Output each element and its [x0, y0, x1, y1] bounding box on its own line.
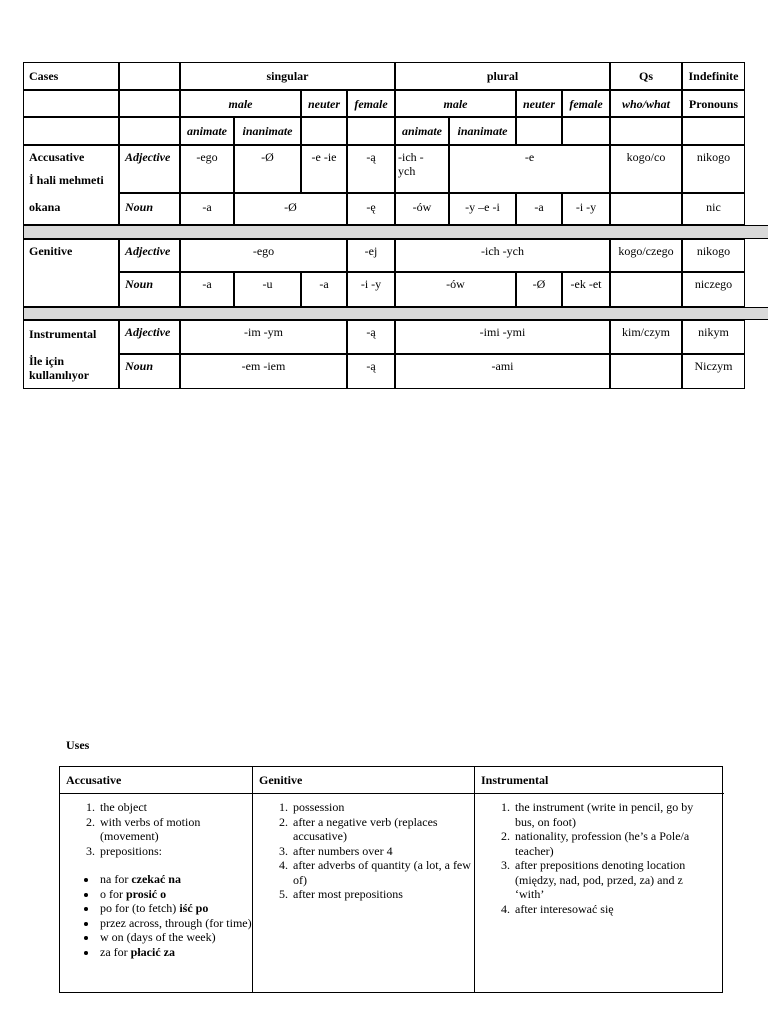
- list-item: [98, 945, 252, 960]
- uses-title-accusative: Accusative: [60, 767, 252, 794]
- ending: -ek -et: [562, 272, 610, 307]
- header-singular-neuter: neuter: [301, 90, 347, 117]
- header-empty: [301, 117, 347, 145]
- declension-table: [23, 62, 768, 389]
- ending: -e: [449, 145, 610, 193]
- bullet-text: po for (to fetch): [100, 901, 180, 915]
- header-who-what: who/what: [610, 90, 682, 117]
- ending: [395, 145, 449, 193]
- header-singular: singular: [180, 62, 395, 90]
- row-separator: [23, 307, 768, 320]
- ending-line: ych: [398, 164, 416, 178]
- header-empty: [516, 117, 562, 145]
- ending: -u: [234, 272, 301, 307]
- case-name: Accusative: [29, 150, 85, 164]
- uses-list-genitive: [253, 800, 474, 902]
- ending: -Ø: [234, 193, 347, 225]
- list-item: [98, 901, 252, 916]
- indefinite-pronoun: nikogo: [682, 145, 745, 193]
- header-singular-animate: animate: [180, 117, 234, 145]
- header-empty: [610, 117, 682, 145]
- question-word: kim/czym: [610, 320, 682, 354]
- header-empty: [682, 117, 745, 145]
- bullet-text: za for: [100, 944, 131, 959]
- ending: -ów: [395, 193, 449, 225]
- header-empty: [23, 90, 119, 117]
- case-name: Instrumental: [29, 327, 97, 341]
- list-item: 2. nationality, profession (he’s a Pole/a teacher): [513, 829, 710, 858]
- uses-heading: Uses: [66, 738, 90, 752]
- ending: -ej: [347, 239, 395, 272]
- list-item: 3. after numbers over 4: [291, 844, 474, 859]
- row-label-adjective: Adjective: [119, 239, 180, 272]
- ending: -Ø: [516, 272, 562, 307]
- indefinite-pronoun: nikym: [682, 320, 745, 354]
- question-word: [610, 354, 682, 389]
- list-item: [98, 916, 252, 931]
- row-label-adjective: Adjective: [119, 320, 180, 354]
- header-empty: [347, 117, 395, 145]
- uses-table: [59, 766, 723, 993]
- list-item: 4. after interesować się: [513, 902, 710, 917]
- header-plural-animate: animate: [395, 117, 449, 145]
- uses-title-instrumental: Instrumental: [475, 767, 724, 794]
- header-plural-inanimate: inanimate: [449, 117, 516, 145]
- question-word: [610, 193, 682, 225]
- ending: -ą: [347, 145, 395, 193]
- list-item: 3. prepositions:: [98, 844, 252, 859]
- uses-column-genitive: [252, 767, 474, 992]
- header-empty: [23, 117, 119, 145]
- header-singular-female: female: [347, 90, 395, 117]
- header-empty: [119, 117, 180, 145]
- ending: -i -y: [347, 272, 395, 307]
- header-singular-inanimate: inanimate: [234, 117, 301, 145]
- ending: -e -ie: [301, 145, 347, 193]
- header-plural: plural: [395, 62, 610, 90]
- list-item: 2. with verbs of motion (movement): [98, 815, 252, 844]
- list-item: 1. the object: [98, 800, 252, 815]
- header-qs: Qs: [610, 62, 682, 90]
- header-pronouns: Pronouns: [682, 90, 745, 117]
- ending-line: -ich -: [398, 150, 424, 164]
- ending: -ich -ych: [395, 239, 610, 272]
- indefinite-pronoun: nikogo: [682, 239, 745, 272]
- bullet-bold: iść po: [179, 901, 209, 915]
- header-empty: [562, 117, 610, 145]
- uses-list-instrumental: [475, 800, 724, 916]
- case-note: İ hali mehmeti: [29, 173, 104, 187]
- list-item: 1. possession: [291, 800, 474, 815]
- bullet-bold: płacić za: [130, 944, 175, 959]
- ending: -Ø: [234, 145, 301, 193]
- bullet-text: w on (days of the week): [100, 930, 216, 944]
- list-item: 2. after a negative verb (replaces accusative): [291, 815, 474, 844]
- list-item: 3. after prepositions denoting location (między, nad, pod, przed, za) and z ‘with’: [513, 858, 710, 902]
- case-genitive: Genitive: [23, 239, 119, 307]
- case-instrumental: [23, 320, 119, 389]
- indefinite-pronoun: niczego: [682, 272, 745, 307]
- header-plural-male: male: [395, 90, 516, 117]
- case-note: kullanılıyor: [29, 368, 90, 382]
- question-word: kogo/czego: [610, 239, 682, 272]
- header-empty: [119, 62, 180, 90]
- ending: -a: [301, 272, 347, 307]
- list-item: [98, 872, 252, 887]
- ending: -y –e -i: [449, 193, 516, 225]
- indefinite-pronoun: Niczym: [682, 354, 745, 389]
- uses-list-accusative: [60, 800, 252, 858]
- uses-title-genitive: Genitive: [253, 767, 474, 794]
- ending: -imi -ymi: [395, 320, 610, 354]
- uses-column-instrumental: [474, 767, 724, 992]
- bullet-bold: prosić o: [126, 886, 167, 901]
- header-singular-male: male: [180, 90, 301, 117]
- header-plural-female: female: [562, 90, 610, 117]
- ending: -im -ym: [180, 320, 347, 354]
- row-label-noun: Noun: [119, 193, 180, 225]
- row-label-noun: Noun: [119, 272, 180, 307]
- uses-column-accusative: [60, 767, 252, 992]
- case-note: İle için: [29, 354, 64, 368]
- header-indefinite: Indefinite: [682, 62, 745, 90]
- row-label-noun: Noun: [119, 354, 180, 389]
- ending: -ę: [347, 193, 395, 225]
- ending: -a: [180, 272, 234, 307]
- list-item: [98, 930, 252, 945]
- ending: -ów: [395, 272, 516, 307]
- ending: -a: [180, 193, 234, 225]
- ending: -ami: [395, 354, 610, 389]
- list-item: 1. the instrument (write in pencil, go by bus, on foot): [513, 800, 710, 829]
- ending: -em -iem: [180, 354, 347, 389]
- list-item: 5. after most prepositions: [291, 887, 474, 902]
- ending: -i -y: [562, 193, 610, 225]
- bullet-text: przez across, through (for time): [100, 915, 252, 930]
- bullet-text: na for: [100, 872, 132, 886]
- header-cases: Cases: [23, 62, 119, 90]
- question-word: [610, 272, 682, 307]
- preposition-bullets: [60, 872, 252, 959]
- header-empty: [119, 90, 180, 117]
- bullet-text: o for: [100, 886, 126, 901]
- ending: -a: [516, 193, 562, 225]
- ending: -ą: [347, 320, 395, 354]
- list-item: [98, 887, 252, 902]
- ending: -ego: [180, 145, 234, 193]
- row-label-adjective: Adjective: [119, 145, 180, 193]
- row-separator: [23, 225, 768, 239]
- case-accusative: [23, 145, 119, 225]
- case-note: okana: [29, 200, 61, 214]
- header-plural-neuter: neuter: [516, 90, 562, 117]
- question-word: kogo/co: [610, 145, 682, 193]
- ending: -ego: [180, 239, 347, 272]
- bullet-bold: czekać na: [131, 872, 181, 886]
- ending: -ą: [347, 354, 395, 389]
- list-item: 4. after adverbs of quantity (a lot, a few of): [291, 858, 474, 887]
- indefinite-pronoun: nic: [682, 193, 745, 225]
